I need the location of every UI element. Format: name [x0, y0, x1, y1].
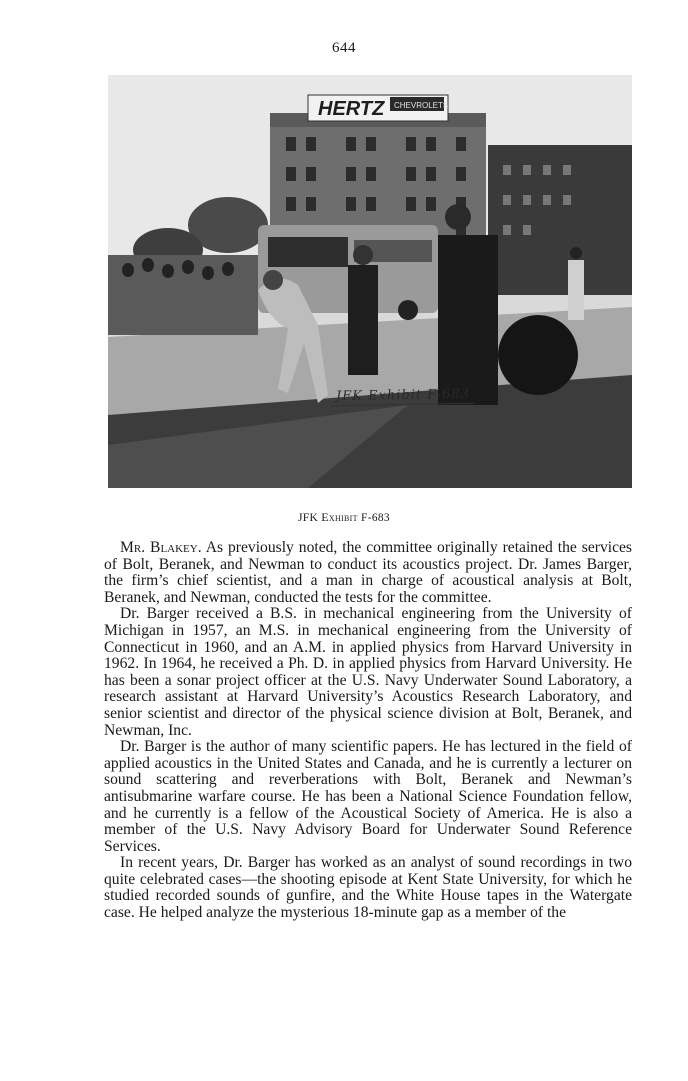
paragraph: Dr. Barger is the author of many scientific papers. He has lectured in the field of applied acoustics in the United States and Canada, and he is currently a lecturer on sound scattering and reverberations with Bolt, Beranek and Newman’s antisubmarine warfare course. He has been a National Science Foundation fellow, and he currently is a fellow of the Acoustical Society of America. He is also a member of the U.S. Navy Advisory Board for Underwater Sound Reference Services.: [104, 738, 632, 855]
body-text: [104, 540, 632, 922]
caption-exhibit-number: F-683: [361, 512, 390, 524]
hertz-sign: HERTZ: [318, 98, 385, 120]
caption-prefix: JFK: [298, 512, 319, 524]
paragraph: [104, 540, 632, 606]
speaker-name: Mr. Blakey.: [120, 539, 202, 556]
figure-caption: [0, 510, 688, 525]
paragraph-text: As previously noted, the committee originally retained the services of Bolt, Beranek, and Newman to conduct its acoustics project. Dr. James Barger, the firm’s chief scientist, and a man in charge of acoustical analysis at Bolt, Beranek, and Newman, conducted the tests for the committee.: [104, 539, 632, 606]
paragraph: In recent years, Dr. Barger has worked as an analyst of sound recordings in two quite celebrated cases—the shooting episode at Kent State University, for which he studied recorded sounds of gunfire, and the White House tapes in the Watergate case. He helped analyze the mysterious 18-minute gap as a member of the: [104, 854, 632, 922]
handwritten-exhibit-label: JFK Exhibit F-683: [330, 387, 474, 407]
chevrolets-sign: CHEVROLETS: [394, 101, 449, 110]
page-number: 644: [332, 40, 356, 56]
exhibit-photograph: [108, 75, 632, 488]
paragraph: Dr. Barger received a B.S. in mechanical engineering from the University of Michigan in 1957, an M.S. in mechanical engineering from the University of Connecticut in 1960, and an A.M. in applied physics from Harvard University in 1962. In 1964, he received a Ph. D. in applied physics from Harvard University. He has been a sonar project officer at the U.S. Navy Underwater Sound Laboratory, a research assistant at Harvard University’s Acoustics Research Laboratory, and senior scientist and director of the physical science division at Bolt, Beranek, and Newman, Inc.: [104, 605, 632, 739]
caption-exhibit-word: Exhibit: [321, 510, 358, 524]
